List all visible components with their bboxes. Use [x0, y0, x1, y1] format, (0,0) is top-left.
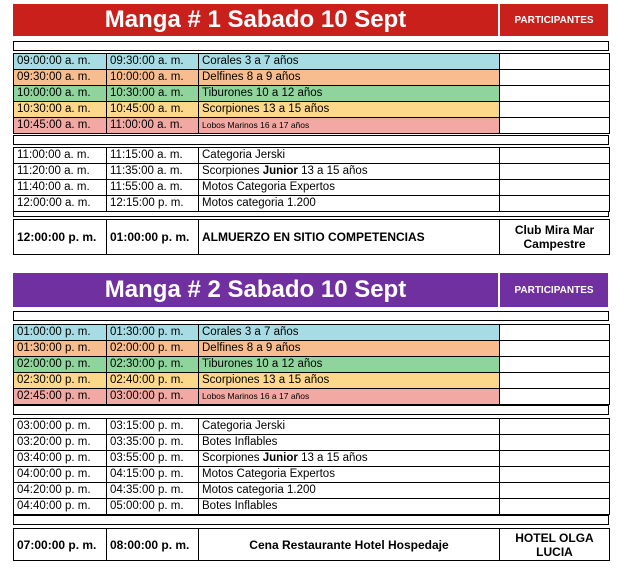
spacer [13, 41, 609, 51]
end-time: 10:30:00 a. m. [107, 86, 199, 102]
start-time: 11:20:00 a. m. [14, 164, 107, 180]
schedule-row [14, 148, 610, 164]
label-bold: Junior [262, 452, 298, 464]
end-time: 01:00:00 p. m. [107, 220, 199, 255]
start-time: 01:30:00 p. m. [14, 341, 107, 357]
end-time: 02:00:00 p. m. [107, 341, 199, 357]
manga-1-category-table [13, 53, 610, 134]
end-time: 10:45:00 a. m. [107, 102, 199, 118]
category-label: Lobos Marinos 16 a 17 años [199, 118, 500, 134]
category-label: Motos Categoria Expertos [199, 180, 500, 196]
end-time: 02:30:00 p. m. [107, 357, 199, 373]
label-part: 13 a 15 años [297, 452, 368, 464]
schedule-row [14, 102, 610, 118]
category-label: Motos categoria 1.200 [199, 483, 500, 499]
category-label: Scorpiones 13 a 15 años [199, 102, 500, 118]
schedule-row [14, 467, 610, 483]
manga-2-participants-header: PARTICIPANTES [500, 273, 608, 307]
end-time: 10:00:00 a. m. [107, 70, 199, 86]
label-part: 13 a 15 años [297, 165, 368, 177]
end-time: 03:00:00 p. m. [107, 389, 199, 405]
start-time: 02:30:00 p. m. [14, 373, 107, 389]
participants-cell [500, 389, 610, 405]
category-label: Corales 3 a 7 años [199, 54, 500, 70]
category-label: Delfines 8 a 9 años [199, 341, 500, 357]
start-time: 09:00:00 a. m. [14, 54, 107, 70]
start-time: 04:20:00 p. m. [14, 483, 107, 499]
participants-cell [500, 180, 610, 196]
category-label: Tiburones 10 a 12 años [199, 357, 500, 373]
schedule-row [14, 325, 610, 341]
start-time: 11:00:00 a. m. [14, 148, 107, 164]
schedule-row [14, 196, 610, 212]
schedule-row [14, 86, 610, 102]
participants-cell [500, 148, 610, 164]
start-time: 11:40:00 a. m. [14, 180, 107, 196]
start-time: 12:00:00 p. m. [14, 220, 107, 255]
end-time: 02:40:00 p. m. [107, 373, 199, 389]
category-label: Delfines 8 a 9 años [199, 70, 500, 86]
schedule-row [14, 451, 610, 467]
category-label: Categoria Jerski [199, 419, 500, 435]
participants-cell [500, 357, 610, 373]
schedule-row [14, 373, 610, 389]
schedule-row [14, 389, 610, 405]
spacer [13, 311, 609, 321]
start-time: 01:00:00 p. m. [14, 325, 107, 341]
end-time: 11:55:00 a. m. [107, 180, 199, 196]
participants-cell [500, 435, 610, 451]
participants-cell [500, 164, 610, 180]
manga-1-participants-header: PARTICIPANTES [500, 4, 608, 36]
manga-1-other-table [13, 147, 610, 212]
category-label: Motos Categoria Expertos [199, 467, 500, 483]
manga-1-title: Manga # 1 Sabado 10 Sept [13, 4, 498, 36]
category-label [199, 451, 500, 467]
category-label: Corales 3 a 7 años [199, 325, 500, 341]
category-label: Tiburones 10 a 12 años [199, 86, 500, 102]
schedule-row [14, 341, 610, 357]
participants-cell [500, 419, 610, 435]
start-time: 03:40:00 p. m. [14, 451, 107, 467]
start-time: 02:00:00 p. m. [14, 357, 107, 373]
event-label: Cena Restaurante Hotel Hospedaje [199, 529, 500, 561]
end-time: 03:55:00 p. m. [107, 451, 199, 467]
start-time: 03:00:00 p. m. [14, 419, 107, 435]
schedule-row [14, 54, 610, 70]
event-location: HOTEL OLGA LUCIA [500, 529, 610, 561]
participants-cell [500, 118, 610, 134]
label-part: Scorpiones [202, 452, 263, 464]
end-time: 03:15:00 p. m. [107, 419, 199, 435]
category-label: Lobos Marinos 16 a 17 años [199, 389, 500, 405]
schedule-row [14, 164, 610, 180]
start-time: 04:40:00 p. m. [14, 499, 107, 515]
end-time: 11:15:00 a. m. [107, 148, 199, 164]
participants-cell [500, 325, 610, 341]
manga-2-dinner-row [13, 528, 610, 561]
schedule-row [14, 118, 610, 134]
participants-cell [500, 451, 610, 467]
category-label: Motos categoria 1.200 [199, 196, 500, 212]
start-time: 10:00:00 a. m. [14, 86, 107, 102]
participants-cell [500, 196, 610, 212]
manga-2-category-table [13, 324, 610, 405]
schedule-row [14, 180, 610, 196]
participants-cell [500, 467, 610, 483]
spacer [13, 405, 609, 415]
end-time: 08:00:00 p. m. [107, 529, 199, 561]
start-time: 09:30:00 a. m. [14, 70, 107, 86]
start-time: 12:00:00 a. m. [14, 196, 107, 212]
end-time: 11:35:00 a. m. [107, 164, 199, 180]
category-label: Scorpiones 13 a 15 años [199, 373, 500, 389]
label-bold: Junior [262, 165, 298, 177]
schedule-row [14, 483, 610, 499]
manga-2-title: Manga # 2 Sabado 10 Sept [13, 273, 498, 307]
spacer [13, 135, 609, 145]
participants-cell [500, 341, 610, 357]
start-time: 04:00:00 p. m. [14, 467, 107, 483]
end-time: 01:30:00 p. m. [107, 325, 199, 341]
manga-2-other-table [13, 418, 610, 515]
end-time: 03:35:00 p. m. [107, 435, 199, 451]
start-time: 10:45:00 a. m. [14, 118, 107, 134]
participants-cell [500, 86, 610, 102]
participants-cell [500, 483, 610, 499]
category-label [199, 164, 500, 180]
category-label: Categoria Jerski [199, 148, 500, 164]
manga-1-lunch-row [13, 219, 610, 255]
participants-cell [500, 102, 610, 118]
start-time: 07:00:00 p. m. [14, 529, 107, 561]
schedule-row [14, 357, 610, 373]
start-time: 03:20:00 p. m. [14, 435, 107, 451]
event-label: ALMUERZO EN SITIO COMPETENCIAS [199, 220, 500, 255]
end-time: 04:35:00 p. m. [107, 483, 199, 499]
label-part: Scorpiones [202, 165, 263, 177]
participants-cell [500, 70, 610, 86]
category-label: Botes Inflables [199, 435, 500, 451]
start-time: 10:30:00 a. m. [14, 102, 107, 118]
end-time: 11:00:00 a. m. [107, 118, 199, 134]
start-time: 02:45:00 p. m. [14, 389, 107, 405]
participants-cell [500, 54, 610, 70]
end-time: 12:15:00 p. m. [107, 196, 199, 212]
spacer [13, 212, 609, 217]
end-time: 09:30:00 a. m. [107, 54, 199, 70]
participants-cell [500, 373, 610, 389]
category-label: Botes Inflables [199, 499, 500, 515]
end-time: 05:00:00 p. m. [107, 499, 199, 515]
schedule-row [14, 499, 610, 515]
event-location: Club Mira Mar Campestre [500, 220, 610, 255]
spacer [13, 515, 609, 525]
schedule-row [14, 70, 610, 86]
end-time: 04:15:00 p. m. [107, 467, 199, 483]
schedule-row [14, 419, 610, 435]
participants-cell [500, 499, 610, 515]
schedule-row [14, 435, 610, 451]
